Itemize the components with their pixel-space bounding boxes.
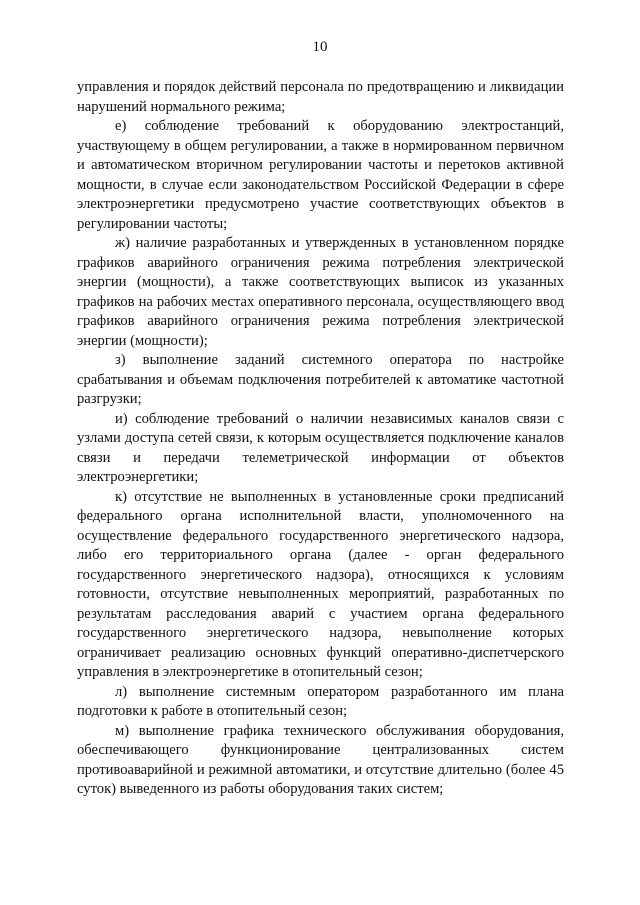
paragraph-item-i: и) соблюдение требований о наличии независимых каналов связи с узлами доступа сетей связи, к которым осуществляется подключение каналов связи и передачи телеметрической информации от объектов электроэнергетики; <box>77 410 564 485</box>
document-body <box>77 78 564 800</box>
paragraph-item-l: л) выполнение системным оператором разработанного им плана подготовки к работе в отопительный сезон; <box>77 683 564 719</box>
paragraph-item-m: м) выполнение графика технического обслуживания оборудования, обеспечивающего функционирование централизованных систем противоаварийной и режимной автоматики, и отсутствие длительно (более 45 суток) выведенного из работы оборудования таких систем; <box>77 722 564 797</box>
paragraph-continuation: управления и порядок действий персонала по предотвращению и ликвидации нарушений нормального режима; <box>77 79 564 115</box>
paragraph-item-e: е) соблюдение требований к оборудованию электростанций, участвующему в общем регулировании, а также в нормированном первичном и автоматическом вторичном регулировании частоты и перетоков активной мощности, в случае если законодательством Российской Федерации в сфере электроэнергетики предусмотрено участие соответствующих объектов в регулировании частоты; <box>77 118 564 232</box>
page-number: 10 <box>312 39 328 55</box>
paragraph-item-zh: ж) наличие разработанных и утвержденных в установленном порядке графиков аварийного ограничения режима потребления электрической энергии (мощности), а также соответствующих выписок из указанных графиков на рабочих местах оперативного персонала, осуществляющего ввод графиков аварийного ограничения режима потребления электрической энергии (мощности); <box>77 235 564 349</box>
paragraph-item-k: к) отсутствие не выполненных в установленные сроки предписаний федерального органа исполнительной власти, уполномоченного на осуществление федерального государственного энергетического надзора, либо его территориального органа (далее - орган федерального государственного энергетического надзора), относящихся к условиям готовности, отсутствие невыполненных мероприятий, разработанных по результатам расследования аварий с участием органа федерального государственного энергетического надзора, невыполнение которых ограничивает реализацию основных функций оперативно-диспетчерского управления в электроэнергетике в отопительный сезон; <box>77 488 564 680</box>
paragraph-item-z: з) выполнение заданий системного оператора по настройке срабатывания и объемам подключения потребителей к автоматике частотной разгрузки; <box>77 352 564 407</box>
